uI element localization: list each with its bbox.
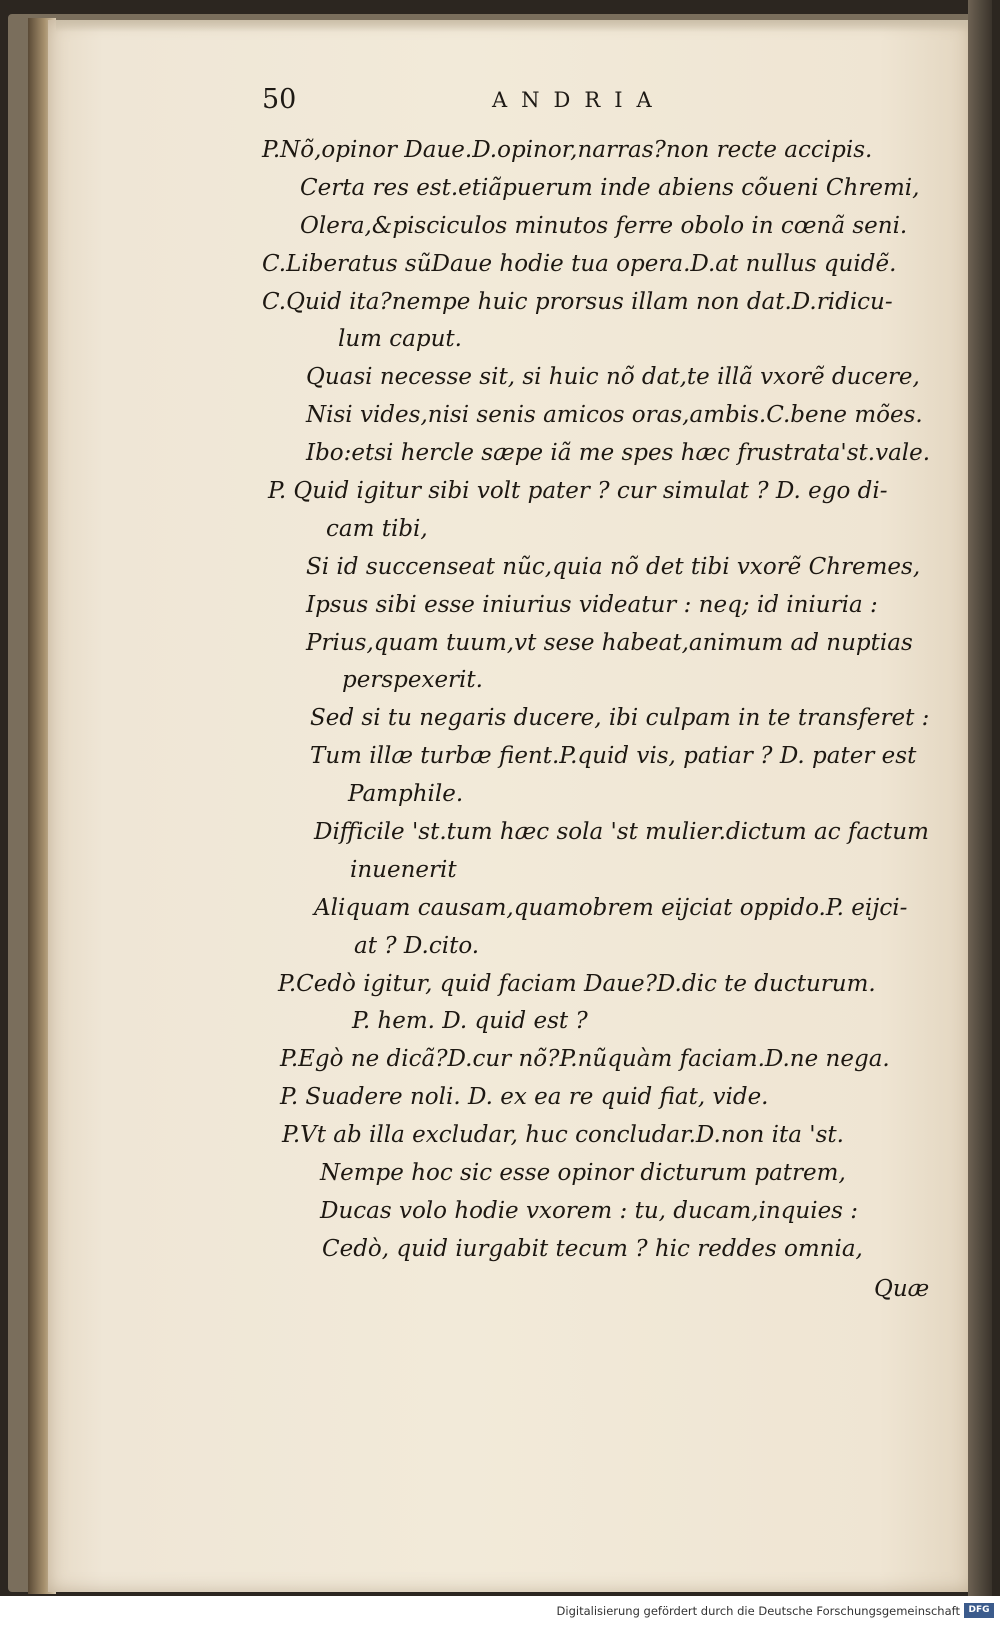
text-line [0,208,1000,246]
text-line [0,1155,1000,1193]
text-block [0,132,1000,1269]
text-line [0,284,1000,322]
text-line-content: P.Cedò igitur, quid faciam Daue?D.dic te ducturum. [278,970,876,997]
text-line [0,625,1000,663]
text-line [0,473,1000,511]
digitization-footer [0,1598,1000,1625]
text-line-content: Ducas volo hodie vxorem : tu, ducam,inquies : [320,1197,859,1224]
text-line-content: inuenerit [350,856,457,883]
text-line [0,700,1000,738]
page-header [262,84,962,124]
text-line [0,738,1000,776]
text-line [0,776,1000,814]
text-line [0,1041,1000,1079]
text-line [0,511,1000,549]
text-line-content: Tum illæ turbæ fient.P.quid vis, patiar ? D. pater est [310,743,917,770]
text-line-content: C.Quid ita?nempe huic prorsus illam non dat.D.ridicu- [262,288,893,315]
text-line-content: Ipsus sibi esse iniurius videatur : neq; id iniuria : [306,591,878,618]
text-line [0,966,1000,1004]
text-line-content: Difficile 'st.tum hæc sola 'st mulier.dictum ac factum [314,819,929,846]
text-line-content: lum caput. [338,326,462,353]
text-line [0,587,1000,625]
text-line [0,1231,1000,1269]
text-line-content: Cedò, quid iurgabit tecum ? hic reddes omnia, [322,1235,863,1262]
page-top-shade [56,20,972,32]
text-line [0,359,1000,397]
text-line-content: Ibo:etsi hercle sæpe iã me spes hæc frustrata'st.vale. [306,440,931,467]
text-line [0,549,1000,587]
footer-credit: Digitalisierung gefördert durch die Deutsche Forschungsgemeinschaft [556,1604,960,1618]
text-line-content: Sed si tu negaris ducere, ibi culpam in te transferet : [310,705,930,732]
text-line [0,662,1000,700]
text-line [0,246,1000,284]
text-line [0,1003,1000,1041]
text-line [0,397,1000,435]
text-line-content: C.Liberatus sũDaue hodie tua opera.D.at nullus quidẽ. [262,250,897,277]
text-line [0,814,1000,852]
text-line [0,170,1000,208]
text-line [0,852,1000,890]
running-title: ANDRIA [492,88,666,112]
text-line-content: Nisi vides,nisi senis amicos oras,ambis.C.bene mões. [306,402,923,429]
text-line-content: Prius,quam tuum,vt sese habeat,animum ad nuptias [306,629,913,656]
text-line-content: P.Nõ,opinor Daue.D.opinor,narras?non recte accipis. [262,137,873,163]
text-line-content: cam tibi, [326,515,428,542]
text-line-content: Certa res est.etiãpuerum inde abiens cõueni Chremi, [300,174,920,201]
text-line [0,890,1000,928]
text-line-content: Nempe hoc sic esse opinor dicturum patrem, [320,1160,846,1187]
text-line-content: perspexerit. [342,667,483,694]
text-line [0,1117,1000,1155]
text-line [0,928,1000,966]
text-line [0,1079,1000,1117]
page-number: 50 [262,84,297,115]
catchword: Quæ [874,1276,930,1302]
text-line-content: Quasi necesse sit, si huic nõ dat,te illã vxorẽ ducere, [306,364,920,391]
text-line-content: P. Suadere noli. D. ex ea re quid fiat, vide. [280,1084,769,1111]
text-line [0,132,1000,170]
text-line-content: Olera,&pisciculos minutos ferre obolo in cœnã seni. [300,212,908,239]
text-line-content: P.Egò ne dicã?D.cur nõ?P.nũquàm faciam.D.ne nega. [280,1046,890,1073]
text-line-content: P.Vt ab illa excludar, huc concludar.D.non ita 'st. [282,1122,844,1149]
text-line-content: P. hem. D. quid est ? [352,1008,588,1035]
text-line-content: Aliquam causam,quamobrem eijciat oppido.P. eijci- [314,894,908,921]
dfg-logo: DFG [964,1603,994,1618]
text-line [0,1193,1000,1231]
text-line [0,435,1000,473]
text-line [0,321,1000,359]
text-line-content: at ? D.cito. [354,932,480,959]
text-line-content: P. Quid igitur sibi volt pater ? cur simulat ? D. ego di- [268,478,888,505]
text-line-content: Si id succenseat nũc,quia nõ det tibi vxorẽ Chremes, [306,553,921,580]
text-line-content: Pamphile. [348,781,464,808]
